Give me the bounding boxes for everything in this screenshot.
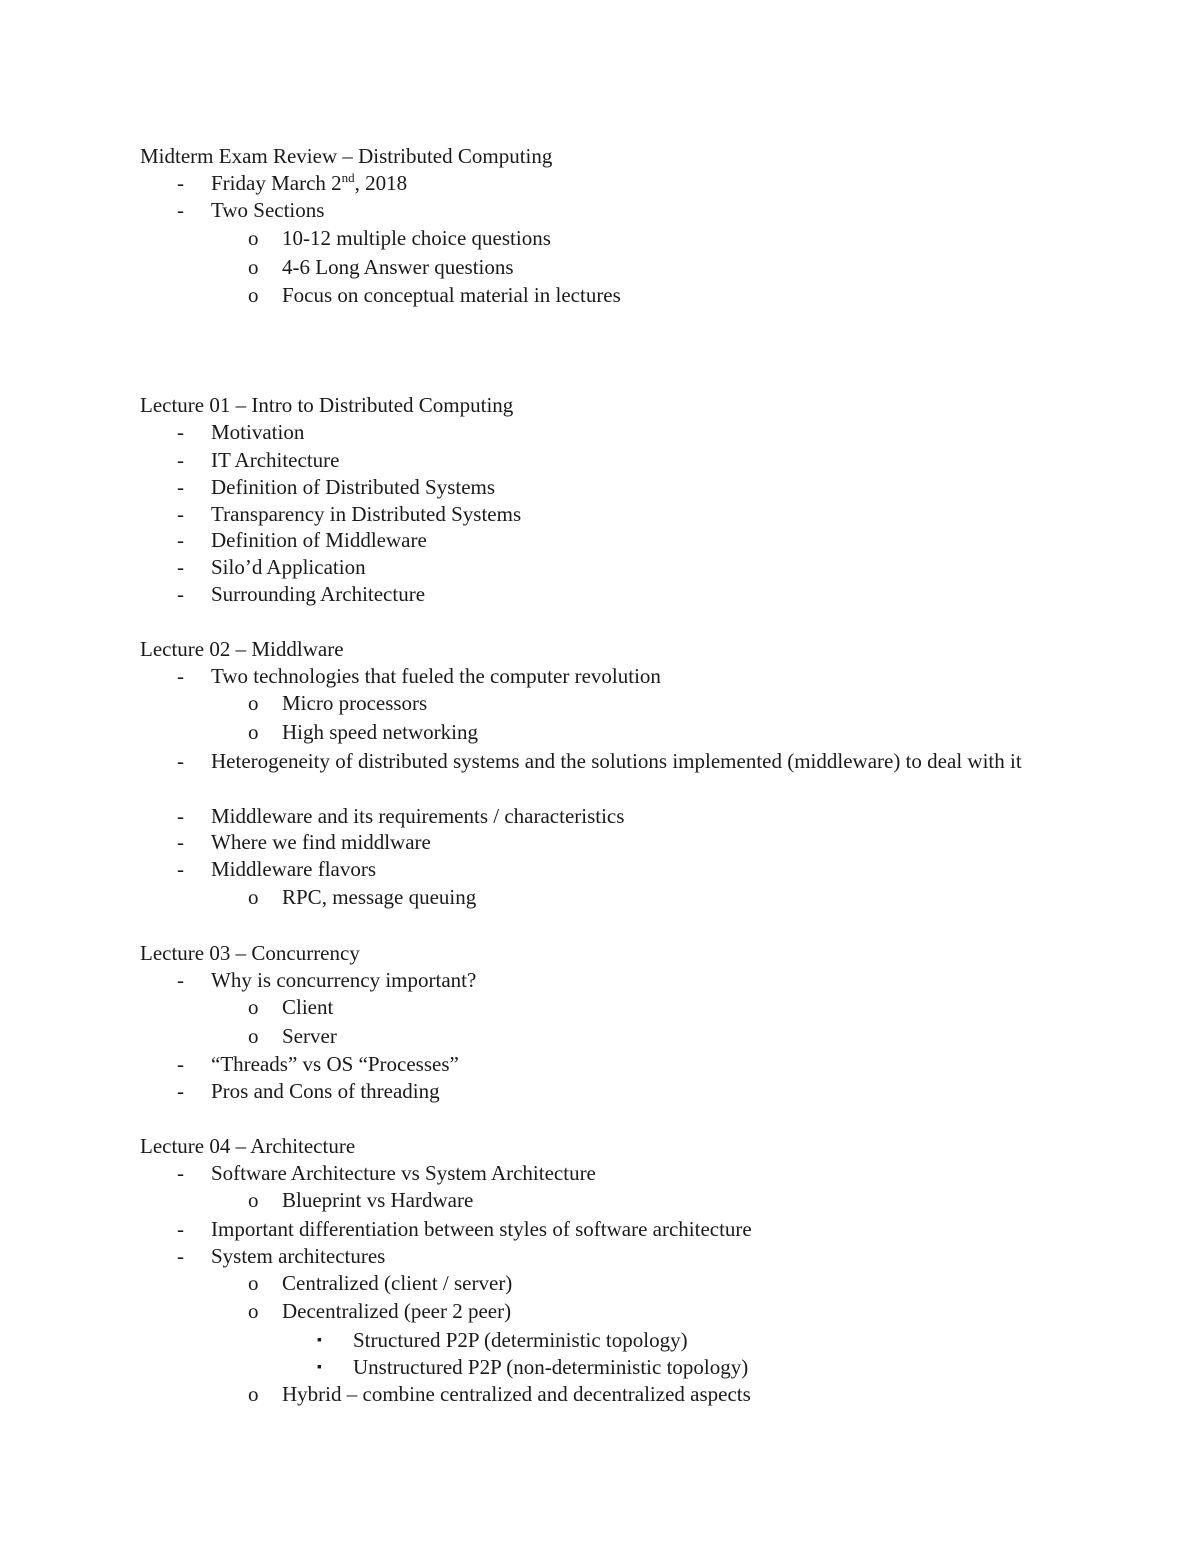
list-item <box>248 719 478 746</box>
list-item <box>248 254 514 281</box>
circle-bullet: o <box>248 226 259 250</box>
list-item <box>177 170 408 197</box>
list-item-text: Software Architecture vs System Architecture <box>211 1161 596 1185</box>
dash-bullet: - <box>177 857 184 881</box>
doc-title: Midterm Exam Review – Distributed Computing <box>140 144 553 168</box>
circle-bullet: o <box>248 255 259 279</box>
list-item <box>177 419 305 446</box>
list-item <box>248 1187 474 1214</box>
dash-bullet: - <box>177 1244 184 1268</box>
list-item <box>177 803 625 830</box>
list-item-text: 10-12 multiple choice questions <box>282 226 551 250</box>
list-item <box>177 829 431 856</box>
list-item-text: Middleware flavors <box>211 857 377 881</box>
exam-date: Friday March 2nd, 2018 <box>211 170 408 195</box>
lecture-01-heading: Lecture 01 – Intro to Distributed Computing <box>140 393 514 417</box>
square-bullet: ▪ <box>317 1333 322 1348</box>
list-item-text: Definition of Middleware <box>211 528 427 552</box>
list-item-text: Silo’d Application <box>211 555 366 579</box>
circle-bullet: o <box>248 283 259 307</box>
list-item-text: Middleware and its requirements / characteristics <box>211 804 625 828</box>
list-item <box>177 581 426 608</box>
list-item <box>177 1243 386 1270</box>
list-item-text: High speed networking <box>282 720 478 744</box>
list-item <box>177 474 496 501</box>
list-item <box>248 994 334 1021</box>
dash-bullet: - <box>177 1217 184 1241</box>
dash-bullet: - <box>177 555 184 579</box>
list-item <box>248 282 621 309</box>
list-item-text: 4-6 Long Answer questions <box>282 255 514 279</box>
list-item <box>177 1078 440 1105</box>
list-item <box>317 1327 688 1354</box>
list-item-text: Why is concurrency important? <box>211 968 477 992</box>
square-bullet: ▪ <box>317 1360 322 1375</box>
list-item-text: Pros and Cons of threading <box>211 1079 440 1103</box>
circle-bullet: o <box>248 1299 259 1323</box>
dash-bullet: - <box>177 171 184 195</box>
list-item <box>248 884 477 911</box>
list-item <box>177 501 522 528</box>
dash-bullet: - <box>177 664 184 688</box>
list-item <box>317 1354 749 1381</box>
circle-bullet: o <box>248 691 259 715</box>
list-item-text: Heterogeneity of distributed systems and the solutions implemented (middleware) to deal with it <box>211 749 1022 773</box>
list-item <box>177 197 325 224</box>
dash-bullet: - <box>177 1161 184 1185</box>
list-item-text: Hybrid – combine centralized and decentralized aspects <box>282 1382 751 1406</box>
list-item <box>248 690 428 717</box>
list-item-text: Motivation <box>211 420 305 444</box>
list-item-text: Unstructured P2P (non-deterministic topology) <box>353 1355 749 1379</box>
circle-bullet: o <box>248 1188 259 1212</box>
list-item <box>177 447 340 474</box>
list-item <box>248 1298 512 1325</box>
lecture-03-heading: Lecture 03 – Concurrency <box>140 941 360 965</box>
circle-bullet: o <box>248 1024 259 1048</box>
dash-bullet: - <box>177 475 184 499</box>
list-item-text: Important differentiation between styles of software architecture <box>211 1217 752 1241</box>
list-item-text: Structured P2P (deterministic topology) <box>353 1328 688 1352</box>
dash-bullet: - <box>177 1079 184 1103</box>
list-item-text: Client <box>282 995 334 1019</box>
dash-bullet: - <box>177 502 184 526</box>
list-item-text: “Threads” vs OS “Processes” <box>211 1052 459 1076</box>
list-item-text: Surrounding Architecture <box>211 582 426 606</box>
dash-bullet: - <box>177 420 184 444</box>
lecture-02-heading: Lecture 02 – Middlware <box>140 637 344 661</box>
circle-bullet: o <box>248 720 259 744</box>
list-item-text: System architectures <box>211 1244 386 1268</box>
circle-bullet: o <box>248 1271 259 1295</box>
dash-bullet: - <box>177 528 184 552</box>
list-item <box>177 1160 596 1187</box>
list-item <box>177 1216 752 1243</box>
list-item-text: Two technologies that fueled the computer revolution <box>211 664 661 688</box>
list-item-text: Two Sections <box>211 198 325 222</box>
dash-bullet: - <box>177 1052 184 1076</box>
circle-bullet: o <box>248 995 259 1019</box>
circle-bullet: o <box>248 885 259 909</box>
dash-bullet: - <box>177 749 184 773</box>
list-item-text: RPC, message queuing <box>282 885 477 909</box>
dash-bullet: - <box>177 968 184 992</box>
list-item <box>177 748 1071 775</box>
list-item <box>248 1381 751 1408</box>
list-item <box>177 856 377 883</box>
dash-bullet: - <box>177 830 184 854</box>
list-item-text: IT Architecture <box>211 448 340 472</box>
list-item <box>177 967 477 994</box>
list-item-text: Centralized (client / server) <box>282 1271 513 1295</box>
dash-bullet: - <box>177 804 184 828</box>
list-item-text: Transparency in Distributed Systems <box>211 502 522 526</box>
list-item-text: Focus on conceptual material in lectures <box>282 283 621 307</box>
list-item-text: Server <box>282 1024 337 1048</box>
list-item-text: Blueprint vs Hardware <box>282 1188 474 1212</box>
circle-bullet: o <box>248 1382 259 1406</box>
list-item-text: Where we find middlware <box>211 830 431 854</box>
list-item <box>177 663 661 690</box>
dash-bullet: - <box>177 582 184 606</box>
dash-bullet: - <box>177 198 184 222</box>
list-item-text: Micro processors <box>282 691 428 715</box>
list-item-text: Definition of Distributed Systems <box>211 475 496 499</box>
lecture-04-heading: Lecture 04 – Architecture <box>140 1134 356 1158</box>
dash-bullet: - <box>177 448 184 472</box>
list-item <box>177 1051 459 1078</box>
list-item <box>177 554 366 581</box>
list-item-text: Decentralized (peer 2 peer) <box>282 1299 512 1323</box>
list-item <box>248 1023 337 1050</box>
list-item <box>248 1270 513 1297</box>
list-item <box>248 225 551 252</box>
list-item <box>177 527 427 554</box>
